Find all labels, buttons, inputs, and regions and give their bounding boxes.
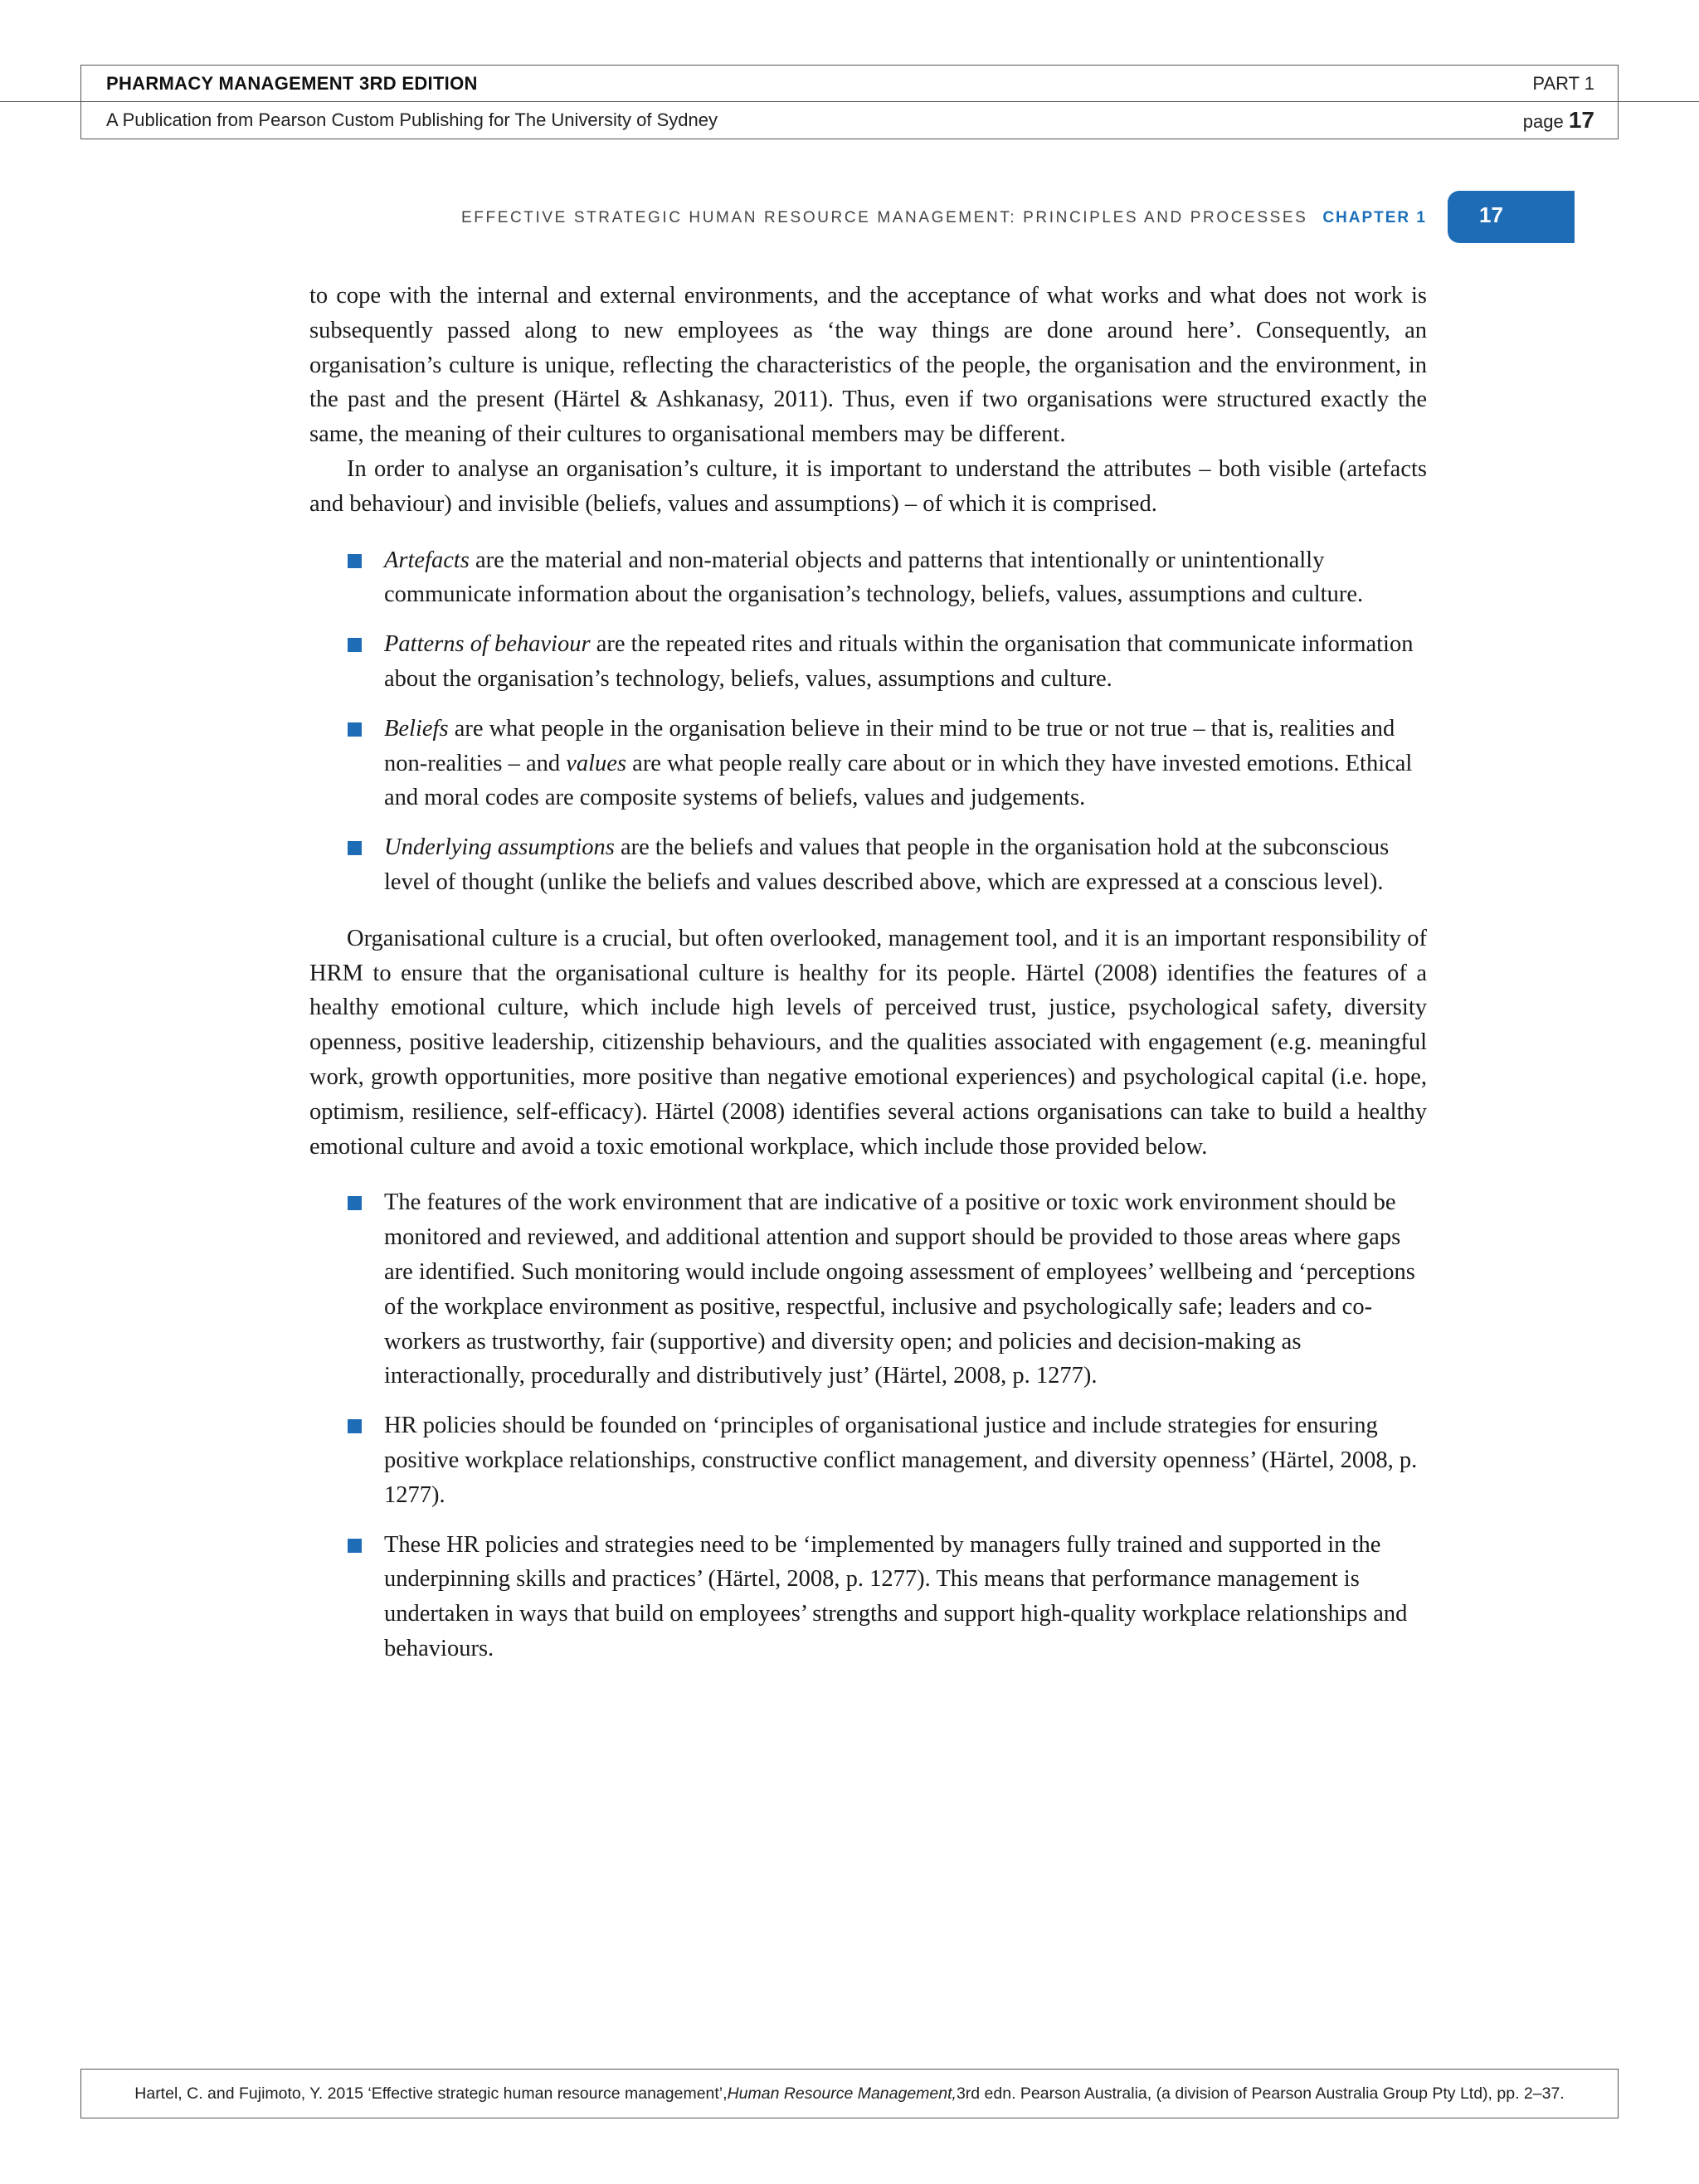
bullet-text: are the beliefs and values that people in the organisation hold at the subconscious level of thought (unlike the beliefs and values described above, which are expressed at a conscious level). xyxy=(384,834,1390,895)
list-item xyxy=(309,543,1427,613)
bullet-text: HR policies should be founded on ‘principles of organisational justice and include strategies for ensuring positive workplace relationships, constructive conflict management, and diversity openness’ (Härtel, 2008, p. 1277). xyxy=(384,1413,1418,1508)
bullet-list-culture-attributes xyxy=(309,543,1427,900)
citation-footer xyxy=(80,2069,1619,2118)
square-bullet-icon xyxy=(348,722,362,737)
publication-header xyxy=(80,65,1619,139)
publication-title: PHARMACY MANAGEMENT 3RD EDITION xyxy=(106,72,478,94)
bullet-text: These HR policies and strategies need to be ‘implemented by managers fully trained and supported in the underpinning skills and practices’ (Härtel, 2008, p. 1277). This means that performance management is undertaken in ways that build on employees’ strengths and support high-quality workplace relationships and behaviours. xyxy=(384,1531,1408,1661)
citation-text-end: 3rd edn. Pearson Australia, (a division of Pearson Australia Group Pty Ltd), pp. 2–37. xyxy=(956,2084,1565,2103)
paragraph: Organisational culture is a crucial, but often overlooked, management tool, and it is an important responsibility of HRM to ensure that the organisational culture is healthy for its people. Härtel (2008) identifies the features of a healthy emotional culture, which include high levels of perceived trust, justice, psychological safety, diversity openness, positive leadership, citizenship behaviours, and the qualities associated with engagement (e.g. meaningful work, growth opportunities, more positive than negative emotional experiences) and psychological capital (i.e. hope, optimism, resilience, self-efficacy). Härtel (2008) identifies several actions organisations can take to build a healthy emotional culture and avoid a toxic emotional workplace, which include those provided below. xyxy=(309,925,1427,1160)
body-text xyxy=(309,279,1427,1688)
page-indicator xyxy=(1523,107,1594,134)
chapter-label: CHAPTER 1 xyxy=(1322,209,1427,226)
page-tab: 17 xyxy=(1448,191,1575,243)
bullet-text: are the repeated rites and rituals within the organisation that communicate information about the organisation’s technology, beliefs, values, assumptions and culture. xyxy=(384,631,1414,692)
bullet-term: values xyxy=(566,750,627,776)
running-head-title: EFFECTIVE STRATEGIC HUMAN RESOURCE MANAGEMENT: PRINCIPLES AND PROCESSES xyxy=(461,209,1308,226)
part-label: PART 1 xyxy=(1532,72,1594,94)
bullet-term: Artefacts xyxy=(384,547,470,573)
paragraph: to cope with the internal and external environments, and the acceptance of what works and what does not work is subsequently passed along to new employees as ‘the way things are done around here’. Consequently, an organisation’s culture is unique, reflecting the characteristics of the people, the organisation and the environment, in the past and the present (Härtel & Ashkanasy, 2011). Thus, even if two organisations were structured exactly the same, the meaning of their cultures to organisational members may be different. xyxy=(309,283,1427,448)
square-bullet-icon xyxy=(348,1539,362,1553)
list-item xyxy=(309,712,1427,815)
running-head xyxy=(461,209,1427,227)
list-item xyxy=(309,1185,1427,1394)
bullet-text: are what people really care about or in which they have invested emotions. Ethical and moral codes are composite systems of beliefs, values and judgements. xyxy=(384,750,1413,811)
bullet-text: are the material and non-material objects and patterns that intentionally or unintentionally communicate information about the organisation’s technology, beliefs, values, assumptions and culture. xyxy=(384,547,1364,608)
square-bullet-icon xyxy=(348,554,362,568)
bullet-term: Patterns of behaviour xyxy=(384,631,591,658)
citation-title: Human Resource Management, xyxy=(727,2084,957,2103)
list-item xyxy=(309,627,1427,697)
list-item xyxy=(309,1408,1427,1512)
bullet-text: The features of the work environment that are indicative of a positive or toxic work environment should be monitored and reviewed, and additional attention and support should be provided to those areas where gaps are identified. Such monitoring would include ongoing assessment of employees’ wellbeing and ‘perceptions of the workplace environment as positive, respectful, inclusive and psychologically safe; leaders and co-workers as trustworthy, fair (supportive) and diversity open; and policies and decision-making as interactionally, procedurally and distributively just’ (Härtel, 2008, p. 1277). xyxy=(384,1189,1415,1389)
publication-header-top-row xyxy=(81,66,1618,102)
square-bullet-icon xyxy=(348,1196,362,1210)
publication-subtitle: A Publication from Pearson Custom Publishing for The University of Sydney xyxy=(106,109,718,130)
page-number: 17 xyxy=(1568,107,1594,133)
bullet-term: Underlying assumptions xyxy=(384,834,615,861)
page-prefix: page xyxy=(1522,111,1564,132)
square-bullet-icon xyxy=(348,638,362,652)
list-item xyxy=(309,1528,1427,1666)
square-bullet-icon xyxy=(348,1419,362,1433)
publication-header-bottom-row xyxy=(81,102,1618,139)
square-bullet-icon xyxy=(348,841,362,855)
paragraph: In order to analyse an organisation’s culture, it is important to understand the attributes – both visible (artefacts and behaviour) and invisible (beliefs, values and assumptions) – of which it is comprised. xyxy=(309,455,1427,517)
bullet-list-healthy-culture-actions xyxy=(309,1185,1427,1666)
citation-text: Hartel, C. and Fujimoto, Y. 2015 ‘Effective strategic human resource management’, xyxy=(134,2084,728,2103)
bullet-term: Beliefs xyxy=(384,715,449,742)
list-item xyxy=(309,830,1427,900)
bullet-text: are what people in the organisation believe in their mind to be true or not true – that is, realities and non-realities – and xyxy=(384,715,1395,776)
